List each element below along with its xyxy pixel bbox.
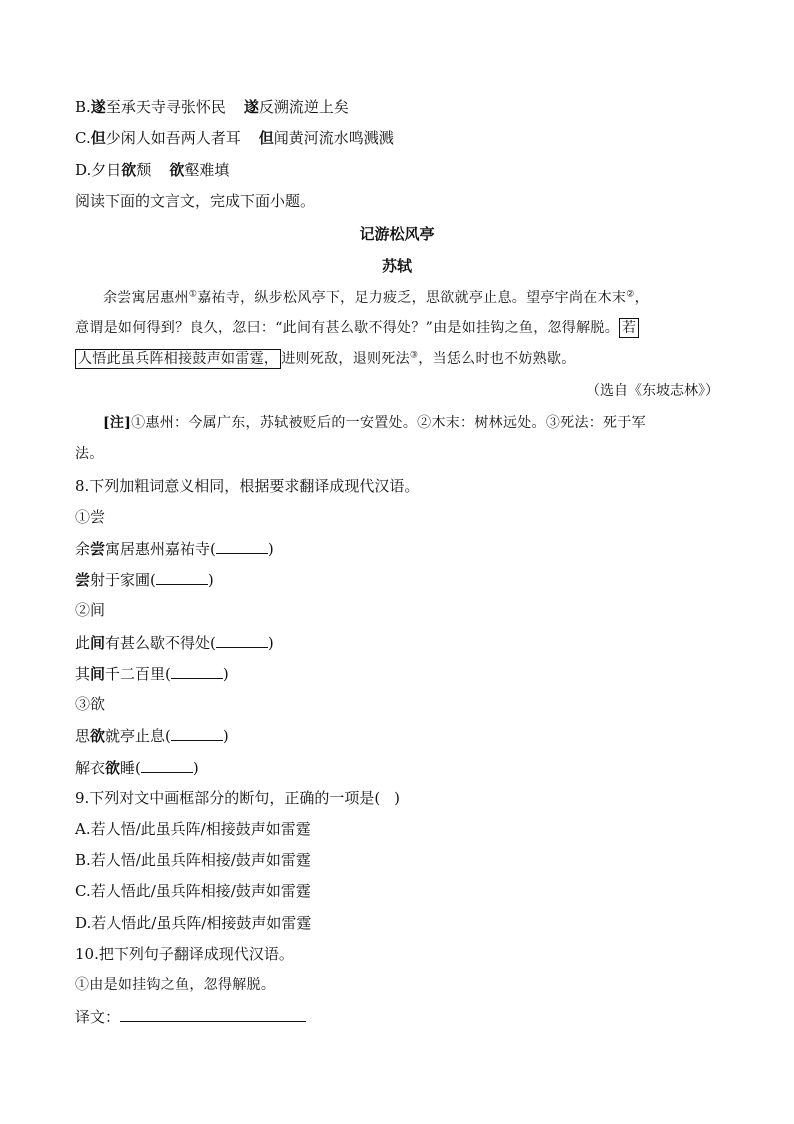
option-7c: C.但少闲人如吾两人者耳 但闻黄河流水鸣溅溅 bbox=[75, 129, 394, 147]
answer-blank[interactable] bbox=[156, 569, 208, 585]
bold-word: 欲 bbox=[105, 759, 121, 777]
notes-label: [注] bbox=[103, 415, 132, 431]
bold-word: 但 bbox=[90, 129, 106, 147]
bold-word: 尝 bbox=[90, 540, 106, 558]
passage-line-2: 意谓是如何得到？良久，忽曰：“此间有甚么歇不得处？”由是如挂钩之鱼，忽得解脱。 若 bbox=[75, 318, 639, 338]
q10-sentence-1: ①由是如挂钩之鱼，忽得解脱。 bbox=[75, 977, 276, 993]
answer-blank[interactable] bbox=[171, 725, 223, 741]
reading-instruction: 阅读下面的文言文，完成下面小题。 bbox=[75, 192, 316, 210]
q8-group-1: ①尝 bbox=[75, 508, 106, 526]
q8-group-2: ②间 bbox=[75, 601, 106, 619]
q8-item-3b: 解衣欲睡( ) bbox=[75, 759, 199, 777]
passage-title: 记游松风亭 bbox=[359, 225, 435, 243]
answer-blank[interactable] bbox=[120, 1006, 306, 1022]
q10-answer-line: 译文： bbox=[75, 1006, 306, 1027]
q8-item-1a: 余尝寓居惠州嘉祐寺( ) bbox=[75, 540, 274, 558]
q8-item-2b: 其间千二百里( ) bbox=[75, 665, 229, 683]
bold-word: 遂 bbox=[90, 98, 106, 116]
q9-option-b[interactable]: B.若人悟/此虽兵阵相接/鼓声如雷霆 bbox=[75, 851, 311, 869]
passage-line-3: 人悟此虽兵阵相接鼓声如雷霆， 进则死敌，退则死法③，当恁么时也不妨熟歇。 bbox=[75, 349, 576, 369]
passage-source: （选自《东坡志林》） bbox=[586, 383, 719, 399]
answer-blank[interactable] bbox=[171, 663, 223, 679]
framed-text-start: 若 bbox=[619, 318, 639, 338]
bold-word: 欲 bbox=[121, 161, 137, 179]
bold-word: 欲 bbox=[90, 727, 106, 745]
bold-word: 间 bbox=[90, 634, 106, 652]
answer-blank[interactable] bbox=[216, 538, 268, 554]
answer-blank[interactable] bbox=[216, 632, 268, 648]
bold-word: 但 bbox=[258, 129, 274, 147]
q8-item-2a: 此间有甚么歇不得处( ) bbox=[75, 634, 274, 652]
passage-author: 苏轼 bbox=[381, 257, 412, 275]
q8-group-3: ③欲 bbox=[75, 695, 106, 713]
footnote-marker: ② bbox=[626, 289, 635, 300]
answer-blank[interactable] bbox=[141, 757, 193, 773]
bold-word: 遂 bbox=[243, 98, 259, 116]
q8-item-1b: 尝射于家圃( ) bbox=[75, 571, 214, 589]
q9-stem: 9.下列对文中画框部分的断句，正确的一项是( ) bbox=[75, 789, 401, 807]
passage-line-1: 余尝寓居惠州①嘉祐寺，纵步松风亭下，足力疲乏，思欲就亭止息。望亭宇尚在木末②， bbox=[103, 289, 649, 306]
q9-option-d[interactable]: D.若人悟此/虽兵阵/相接鼓声如雷霆 bbox=[75, 914, 312, 932]
bold-word: 间 bbox=[90, 665, 106, 683]
q10-stem: 10.把下列句子翻译成现代汉语。 bbox=[75, 945, 294, 963]
q8-item-3a: 思欲就亭止息( ) bbox=[75, 727, 229, 745]
footnote-marker: ③ bbox=[409, 350, 419, 361]
q9-option-c[interactable]: C.若人悟此/虽兵阵相接/鼓声如雷霆 bbox=[75, 882, 311, 900]
notes-line-1: [注]①惠州：今属广东，苏轼被贬后的一安置处。②木末：树林远处。③死法：死于军 bbox=[103, 415, 646, 431]
bold-word: 尝 bbox=[75, 571, 91, 589]
option-7b: B.遂至承天寺寻张怀民 遂反溯流逆上矣 bbox=[75, 98, 349, 116]
option-7d: D.夕日欲颓 欲壑难填 bbox=[75, 161, 230, 179]
q9-option-a[interactable]: A.若人悟/此虽兵阵/相接鼓声如雷霆 bbox=[75, 820, 311, 838]
q8-stem: 8.下列加粗词意义相同，根据要求翻译成现代汉语。 bbox=[75, 477, 420, 495]
framed-text: 人悟此虽兵阵相接鼓声如雷霆， bbox=[75, 349, 281, 369]
notes-line-2: 法。 bbox=[75, 446, 104, 462]
bold-word: 欲 bbox=[169, 161, 185, 179]
footnote-marker: ① bbox=[188, 289, 198, 300]
